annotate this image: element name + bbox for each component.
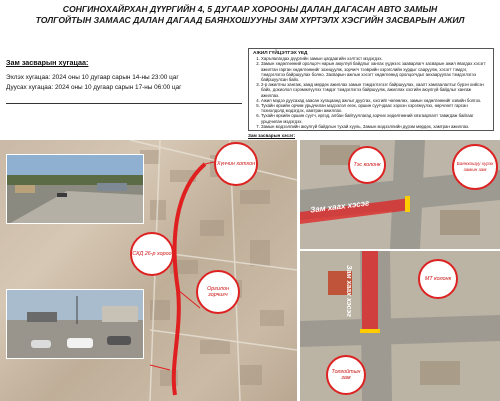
schedule-heading: Зам засварын хугацаа: — [6, 58, 89, 67]
detail-map-bottom — [300, 251, 500, 401]
site-photo-top — [6, 154, 144, 224]
label-orgil: Оргилон зорчигч — [196, 270, 240, 314]
title-line-2: ТОЛГОЙТЫН ЗАМААС ДАЛАН ДАГААД БАЯНХОШУУНЫ ЗАМ ХҮРТЭЛХ ХЭСГИЙН ЗАСВАРЫН АЖИЛ — [35, 15, 465, 25]
label-mt: МТ колонк — [418, 259, 458, 299]
page-title — [0, 4, 500, 26]
detour-label: Зам засварын хэсэг: — [248, 133, 296, 138]
rules-item: 6. Тухайн өрхийн оршин суугч, иргэд, албан байгууллагад зорчих хөдөлгөөний хязгаарлалт тавигдаж байгааг урьдчилан мэдэгдэх. — [261, 113, 489, 123]
rules-box — [248, 48, 494, 131]
rules-heading: АЖИЛ ГҮЙЦЭТГЭХ ҮЕД — [253, 51, 308, 56]
satellite-map — [0, 140, 297, 401]
divider — [6, 103, 242, 104]
rules-item: 1. Харъяалагдах дүүргийн замын цагдаагийн хэлтэст мэдэгдэх. — [261, 56, 489, 61]
rules-list — [253, 56, 489, 129]
label-tes: Тэс колонк — [348, 146, 386, 184]
site-photo-bottom — [6, 289, 144, 359]
closed-section-banner-1: Зам хаах хэсэг — [309, 198, 370, 215]
title-line-1: СОНГИНОХАЙРХАН ДҮҮРГИЙН 4, 5 ДУГААР ХОРООНЫ ДАЛАН ДАГАСАН АВТО ЗАМЫН — [62, 4, 438, 14]
label-tolgoit: Толгойтын зам — [326, 355, 366, 395]
rules-item: 4. Ажил мэдээ дуусахад заасан хугацаанд ажлыг дуусгах, хэсгийг чөлөөлөх, замын хөдөлгөөнийг хэвийн болгох. — [261, 98, 489, 103]
detail-map-closure — [300, 140, 500, 249]
rules-item: 7. Замын мэдээллийн аюулгүй байдлын тухай хууль, Замын мэдээллийн дүрэм мөрдөх, хамтран ажиллах. — [261, 124, 489, 129]
rules-item: 3. 2-р ажилтны хангаж, замд мөрдөх ажиллах замын тэмдэглэгээг байршуулах, хаалт хамгаалалтыг бүрэн хийсэн байх, дохиолол сэрэмжлүүлэх тэмдэг тэмдэглэгээ байршуулж, ажиллах хэсгийн аюулгүй байдлыг хангаж ажиллах. — [261, 82, 489, 98]
closed-section-banner-2: Зам хаах хэсэг — [345, 265, 352, 318]
label-hunchin: Хүнчин хотхон — [214, 142, 258, 186]
schedule-start: Эхлэх хугацаа: 2024 оны 10 дугаар сарын 14-ны 23:00 цаг — [6, 74, 179, 81]
label-skh: СКД 26-р хороо — [130, 232, 174, 276]
label-bayankhoshuu: Баянхошуу хүрэх замын зам — [452, 144, 498, 190]
rules-item: 5. Тухайн өрхийн орчим урьдчилан мэдээлэл өгөх, оршин суугчдаас хэрхэн хэрэгжүүлэх, өөрчлөлт гарсан тохиолдолд мэдэгдэх, хамтран ажиллах. — [261, 103, 489, 113]
site-photo-bottom-image — [7, 290, 144, 359]
rules-item: 2. Замын хөдөлгөөний оролцогч нарын аюулгүй байдлыг хангах үүднээс зааварлагч засварын ажил явагдах хэсэгт ажилтан гарган хөдөлгөөнийг зохицуулж, зорчигч тээврийн хэрэгслийн хурдыг сааруулж, хэсэгт тэмдэг, тэмдэглэгээ байршуулах болно. Засварын ажлын хэсэгт хөдөлгөөнд оролцогчдыг анхааруулах тэмдэглэгээ байршуулсан байх. — [261, 61, 489, 82]
site-photo-top-image — [7, 155, 144, 224]
schedule-end: Дуусах хугацаа: 2024 оны 10 дугаар сарын 17-ны 06:00 цаг — [6, 84, 182, 91]
